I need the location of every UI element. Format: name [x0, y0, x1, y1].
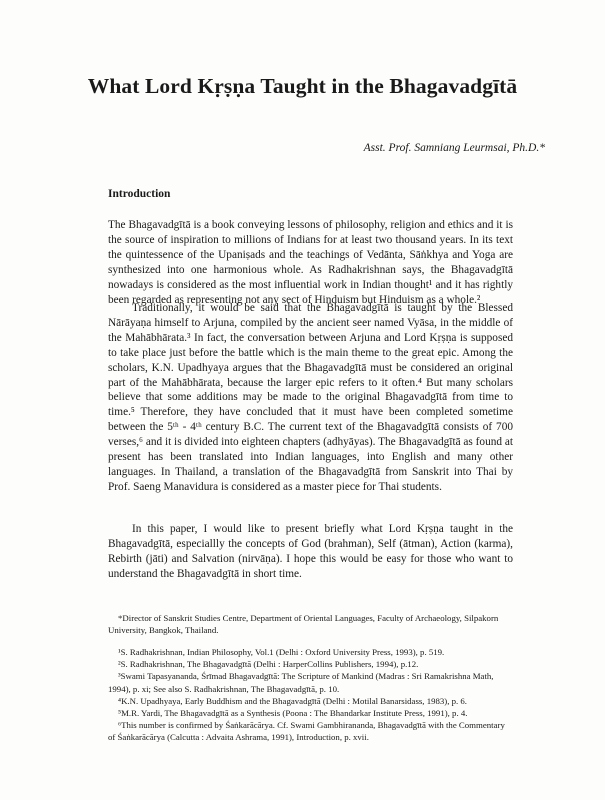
footnote-affiliation: [108, 612, 513, 636]
footnote-5: ⁵M.R. Yardi, The Bhagavadgītā as a Synthesis (Poona : The Bhandarkar Institute Press, 1991), p. 4.: [118, 708, 468, 719]
section-heading: Introduction: [108, 188, 171, 200]
footnote-6: ⁶This number is confirmed by Śaṅkarācārya. Cf. Swami Gambhirananda, Bhagavadgītā with the Commentary of Śaṅkarācārya (Calcutta : Advaita Ashrama, 1991), Introduction, p. xvii.: [108, 720, 505, 743]
footnote-4: ⁴K.N. Upadhyaya, Early Buddhism and the Bhagavadgītā (Delhi : Motilal Banarsidass, 1983), p. 6.: [118, 695, 468, 706]
footnote-3: ³Swami Tapasyananda, Śrīmad Bhagavadgītā: The Scripture of Mankind (Madras : Sri Ramakrishna Math, 1994), p. xi; See also S. Radhakrishnan, The Bhagavadgītā, p. 10.: [108, 671, 494, 694]
paragraph-3: In this paper, I would like to present briefly what Lord Kṛṣṇa taught in the Bhagavadgītā, especiallly the concepts of God (brahman), Self (ātman), Action (karma), Rebirth (jāti) and Salvation (nirvāṇa). I hope this would be easy for those who want to understand the Bhagavadgītā in short time.: [108, 523, 513, 580]
paragraph-2: Traditionally, it would be said that the Bhagavadgītā is taught by the Blessed Nārāyaṇa himself to Arjuna, compiled by the ancient seer named Vyāsa, in the middle of the Mahābhārata.³ In fact, the conversation between Arjuna and Lord Kṛṣṇa is supposed to take place just before the battle which is the main theme to the great epic. Among the scholars, K.N. Upadhyaya argues that the Bhagavadgītā must be considered an original part of the Mahābhārata, because the larger epic refers to it often.⁴ But many scholars believe that some additions may be made to the original Bhagavadgītā from time to time.⁵ Therefore, they have concluded that it must have been completed sometime between the 5ᵗʰ - 4ᵗʰ century B.C. The current text of the Bhagavadgītā consists of 700 verses,⁶ and it is divided into eighteen chapters (adhyāyas). The Bhagavadgītā as found at present has been translated into Indian languages, into English and many other languages. In Thailand, a translation of the Bhagavadgītā from Sanskrit into Thai by Prof. Saeng Manavidura is considered as a master piece for Thai students.: [108, 302, 513, 493]
author-line: Asst. Prof. Samniang Leurmsai, Ph.D.*: [363, 142, 545, 154]
affiliation-text: *Director of Sanskrit Studies Centre, Department of Oriental Languages, Faculty of Archaeology, Silpakorn University, Bangkok, Thailand.: [108, 613, 499, 636]
paragraph-1: The Bhagavadgītā is a book conveying lessons of philosophy, religion and ethics and it is the source of inspiration to millions of Indians for at least two thousand years. In its text the quintessence of the Upaniṣads and the teachings of Vedānta, Sāṅkhya and Yoga are synthesized into one harmonious whole. As Radhakrishnan says, the Bhagavadgītā nowadays is considered as the most influential work in Indian thought¹ and it has rightly been regarded as representing not any sect of Hinduism but Hinduism as a whole.²: [108, 219, 513, 306]
footnote-1: ¹S. Radhakrishnan, Indian Philosophy, Vol.1 (Delhi : Oxford University Press, 1993), p. 519.: [118, 647, 445, 657]
footnotes: [108, 646, 513, 744]
footnote-2: ²S. Radhakrishnan, The Bhagavadgītā (Delhi : HarperCollins Publishers, 1994), p.12.: [118, 659, 419, 670]
paper-title: What Lord Kṛṣṇa Taught in the Bhagavadgītā: [87, 74, 518, 98]
